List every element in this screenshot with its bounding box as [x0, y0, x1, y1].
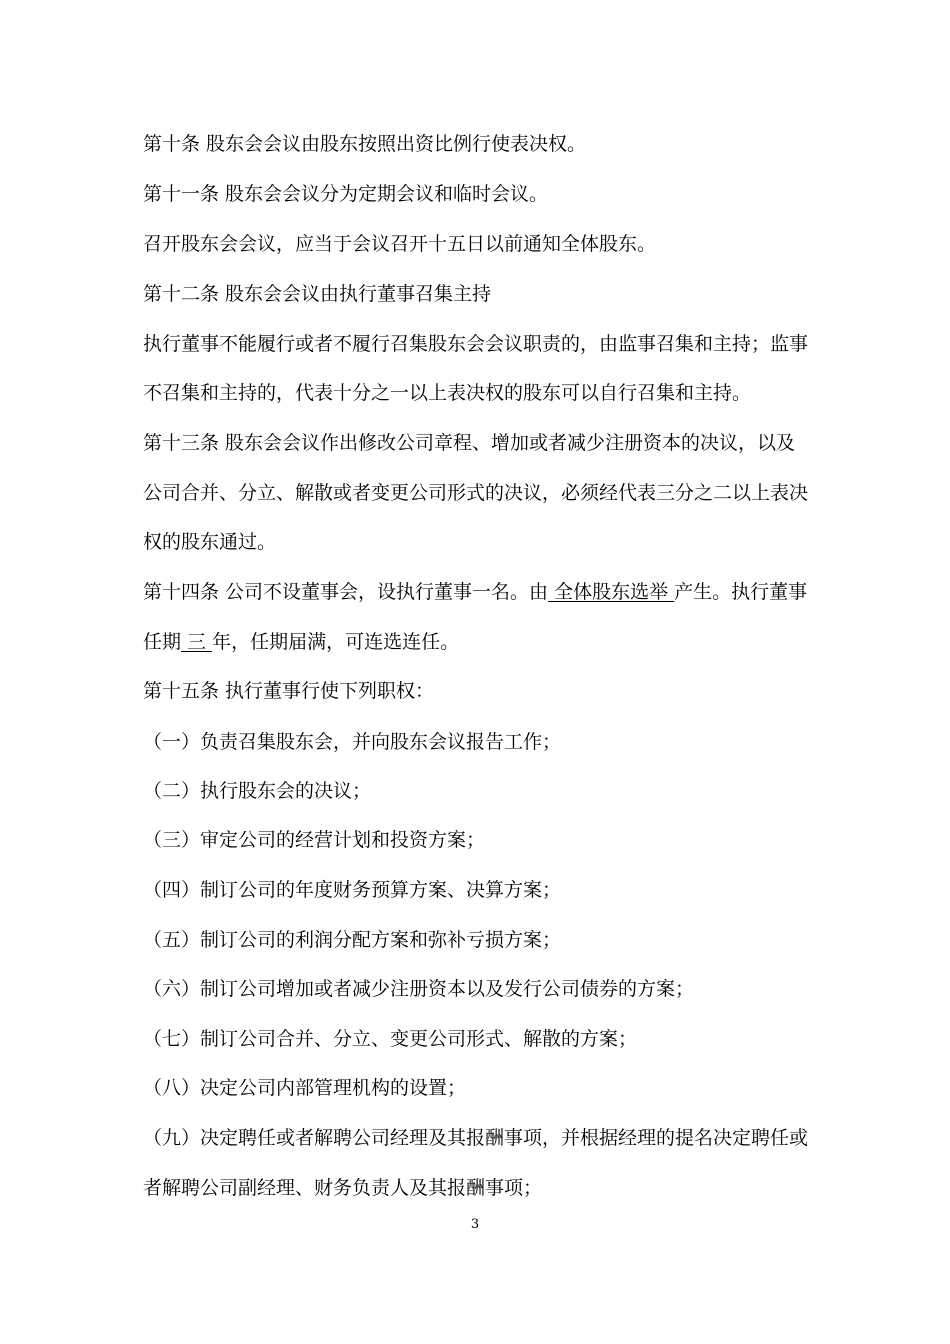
duty-item-8: （八）决定公司内部管理机构的设置； — [143, 1077, 467, 1099]
duty-item-9-line-1: （九）决定聘任或者解聘公司经理及其报酬事项，并根据经理的提名决定聘任或 — [143, 1127, 809, 1149]
duty-item-1: （一）负责召集股东会，并向股东会议报告工作； — [143, 731, 562, 753]
page-number: 3 — [470, 1217, 480, 1232]
article-14-blank-election: 全体股东选举 — [548, 581, 675, 603]
article-13-line-2: 公司合并、分立、解散或者变更公司形式的决议，必须经代表三分之二以上表决 — [143, 482, 809, 504]
article-14-blank-term: 三 — [181, 631, 213, 653]
duty-item-6: （六）制订公司增加或者减少注册资本以及发行公司债券的方案； — [143, 978, 695, 1000]
article-14-text-d: 年，任期届满，可连选连任。 — [212, 631, 460, 653]
duty-item-5: （五）制订公司的利润分配方案和弥补亏损方案； — [143, 929, 562, 951]
article-13-line-3: 权的股东通过。 — [143, 531, 277, 553]
article-13-line-1: 第十三条 股东会会议作出修改公司章程、增加或者减少注册资本的决议，以及 — [143, 432, 796, 454]
article-12: 第十二条 股东会会议由执行董事召集主持 — [143, 283, 492, 305]
article-14-text-c: 任期 — [143, 631, 182, 653]
article-14-text-b: 产生。执行董事 — [674, 581, 808, 603]
duty-item-7: （七）制订公司合并、分立、变更公司形式、解散的方案； — [143, 1028, 638, 1050]
duty-item-2: （二）执行股东会的决议； — [143, 780, 372, 802]
article-14-line-2 — [143, 629, 823, 655]
article-14-text-a: 第十四条 公司不设董事会，设执行董事一名。由 — [143, 581, 549, 603]
article-15: 第十五条 执行董事行使下列职权： — [143, 680, 435, 702]
article-11: 第十一条 股东会会议分为定期会议和临时会议。 — [143, 183, 549, 205]
duty-item-4: （四）制订公司的年度财务预算方案、决算方案； — [143, 879, 562, 901]
article-14-line-1 — [143, 579, 823, 605]
article-10: 第十条 股东会会议由股东按照出资比例行使表决权。 — [143, 133, 587, 155]
duty-item-9-line-2: 者解聘公司副经理、财务负责人及其报酬事项； — [143, 1177, 543, 1199]
article-12-detail-line-1: 执行董事不能履行或者不履行召集股东会会议职责的，由监事召集和主持；监事 — [143, 333, 809, 355]
article-12-detail-line-2: 不召集和主持的，代表十分之一以上表决权的股东可以自行召集和主持。 — [143, 382, 752, 404]
duty-item-3: （三）审定公司的经营计划和投资方案； — [143, 829, 486, 851]
meeting-notice-text: 召开股东会会议，应当于会议召开十五日以前通知全体股东。 — [143, 233, 657, 255]
